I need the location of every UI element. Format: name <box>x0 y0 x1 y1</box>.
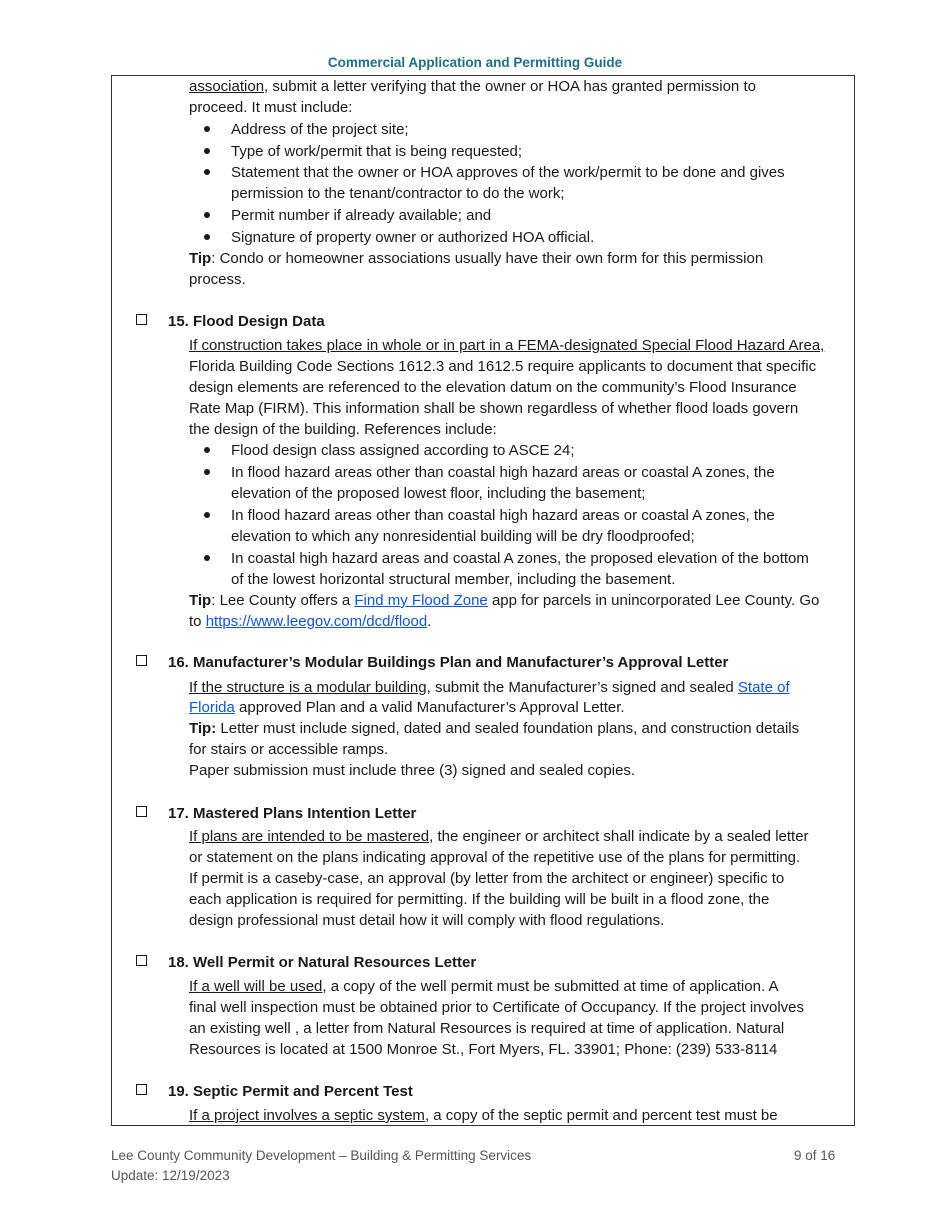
intro-line-1-text: submit a letter verifying that the owner or HOA has granted permission to <box>268 78 756 95</box>
checkbox-15[interactable] <box>136 314 147 325</box>
checkbox-17[interactable] <box>136 806 147 817</box>
intro-bullet: Type of work/permit that is being requested; <box>231 143 522 160</box>
intro-bullet-cont: permission to the tenant/contractor to do the work; <box>231 185 565 202</box>
s17-line: or statement on the plans indicating approval of the repetitive use of the plans for permitting. <box>189 849 801 866</box>
s18-line: final well inspection must be obtained prior to Certificate of Occupancy. If the project involves <box>189 999 805 1016</box>
s19-lead-text: , a copy of the septic permit and percent test must be <box>424 1107 778 1124</box>
bullet-dot <box>204 469 210 475</box>
s18-line: Resources is located at 1500 Monroe St., Fort Myers, FL. 33901; Phone: (239) 533-8114 <box>189 1041 778 1058</box>
section-18-title: 18. Well Permit or Natural Resources Letter <box>168 954 477 971</box>
intro-bullet: Statement that the owner or HOA approves of the work/permit to be done and gives <box>231 164 785 181</box>
bullet-dot <box>204 555 210 561</box>
s16-lead-text: , submit the Manufacturer’s signed and sealed <box>426 679 738 696</box>
s18-lead-text: , a copy of the well permit must be submitted at time of application. A <box>322 978 779 995</box>
footer-org: Lee County Community Development – Building & Permitting Services <box>111 1148 532 1163</box>
s16-lead-underline: If the structure is a modular building <box>189 679 427 696</box>
s15-bullet-cont: elevation to which any nonresidential building will be dry floodproofed; <box>231 528 695 545</box>
s15-bullet-cont: of the lowest horizontal structural member, including the basement. <box>231 571 676 588</box>
s19-lead <box>189 1105 849 1126</box>
find-flood-zone-link[interactable]: Find my Flood Zone <box>354 592 488 609</box>
checkbox-16[interactable] <box>136 655 147 666</box>
intro-bullet: Permit number if already available; and <box>231 207 492 224</box>
bullet-dot <box>204 447 210 453</box>
intro-tip <box>189 248 849 269</box>
s15-line: design elements are referenced to the elevation datum on the community’s Flood Insurance <box>189 379 797 396</box>
s15-tip <box>189 590 849 611</box>
section-15-title: 15. Flood Design Data <box>168 313 325 330</box>
s16-tip-cont: for stairs or accessible ramps. <box>189 741 389 758</box>
intro-bullet: Address of the project site; <box>231 121 409 138</box>
s18-lead-underline: If a well will be used <box>189 978 323 995</box>
tip-text: : Condo or homeowner associations usually have their own form for this permission <box>211 250 764 267</box>
s15-line: the design of the building. References include: <box>189 421 497 438</box>
bullet-dot <box>204 169 210 175</box>
s15-lead-underline: If construction takes place in whole or in part in a FEMA-designated Special Flood Hazard Area, <box>189 337 825 354</box>
bullet-dot <box>204 512 210 518</box>
tip-label: Tip <box>189 592 212 609</box>
tip-label: Tip: <box>189 720 217 737</box>
s16-paper-note: Paper submission must include three (3) signed and sealed copies. <box>189 762 636 779</box>
section-19-title: 19. Septic Permit and Percent Test <box>168 1083 413 1100</box>
intro-line-1 <box>189 76 849 97</box>
intro-tip-cont: process. <box>189 271 246 288</box>
checkbox-18[interactable] <box>136 955 147 966</box>
s15-bullet: In flood hazard areas other than coastal high hazard areas or coastal A zones, the <box>231 464 775 481</box>
s16-lead <box>189 677 849 698</box>
s19-lead-underline: If a project involves a septic system <box>189 1107 425 1124</box>
section-16-title: 16. Manufacturer’s Modular Buildings Plan and Manufacturer’s Approval Letter <box>168 654 729 671</box>
bullet-dot <box>204 148 210 154</box>
bullet-dot <box>204 234 210 240</box>
page-header-title: Commercial Application and Permitting Guide <box>327 55 623 70</box>
flood-url-link[interactable]: https://www.leegov.com/dcd/flood <box>205 613 428 630</box>
s15-line: Rate Map (FIRM). This information shall be shown regardless of whether flood loads govern <box>189 400 799 417</box>
s17-lead-underline: If plans are intended to be mastered <box>189 828 430 845</box>
s15-bullet: In coastal high hazard areas and coastal A zones, the proposed elevation of the bottom <box>231 550 809 567</box>
s15-lead <box>189 335 849 356</box>
s17-line: each application is required for permitting. If the building will be built in a flood zone, the <box>189 891 770 908</box>
s16-line-2-text: approved Plan and a valid Manufacturer’s Approval Letter. <box>234 699 625 716</box>
tip-text: to <box>189 613 206 630</box>
state-of-florida-link-cont[interactable]: Florida <box>189 699 235 716</box>
tip-text: : Lee County offers a <box>211 592 355 609</box>
bullet-dot <box>204 212 210 218</box>
s15-tip-cont <box>189 611 849 632</box>
s18-line: an existing well , a letter from Natural Resources is required at time of application. Natural <box>189 1020 785 1037</box>
s16-line-2 <box>189 697 849 718</box>
tip-text: . <box>427 613 432 630</box>
footer-update: Update: 12/19/2023 <box>111 1168 230 1183</box>
s16-tip <box>189 718 849 739</box>
s15-line: Florida Building Code Sections 1612.3 and 1612.5 require applicants to document that specific <box>189 358 817 375</box>
s17-lead-text: , the engineer or architect shall indicate by a sealed letter <box>429 828 809 845</box>
intro-underline: association, <box>189 78 269 95</box>
intro-bullet: Signature of property owner or authorized HOA official. <box>231 229 595 246</box>
tip-label: Tip <box>189 250 212 267</box>
checkbox-19[interactable] <box>136 1084 147 1095</box>
intro-line-2: proceed. It must include: <box>189 99 353 116</box>
tip-text: app for parcels in unincorporated Lee County. Go <box>487 592 820 609</box>
footer-page-number: 9 of 16 <box>794 1148 836 1163</box>
state-of-florida-link[interactable]: State of <box>737 679 790 696</box>
checklist-frame <box>111 75 855 1126</box>
bullet-dot <box>204 126 210 132</box>
s17-line: If permit is a caseby-case, an approval (by letter from the architect or engineer) specific to <box>189 870 785 887</box>
tip-text: Letter must include signed, dated and sealed foundation plans, and construction details <box>216 720 800 737</box>
s15-bullet: In flood hazard areas other than coastal high hazard areas or coastal A zones, the <box>231 507 775 524</box>
s17-line: design professional must detail how it will comply with flood regulations. <box>189 912 665 929</box>
section-17-title: 17. Mastered Plans Intention Letter <box>168 805 417 822</box>
s18-lead <box>189 976 849 997</box>
s17-lead <box>189 826 849 847</box>
s15-bullet: Flood design class assigned according to ASCE 24; <box>231 442 575 459</box>
s15-bullet-cont: elevation of the proposed lowest floor, including the basement; <box>231 485 646 502</box>
